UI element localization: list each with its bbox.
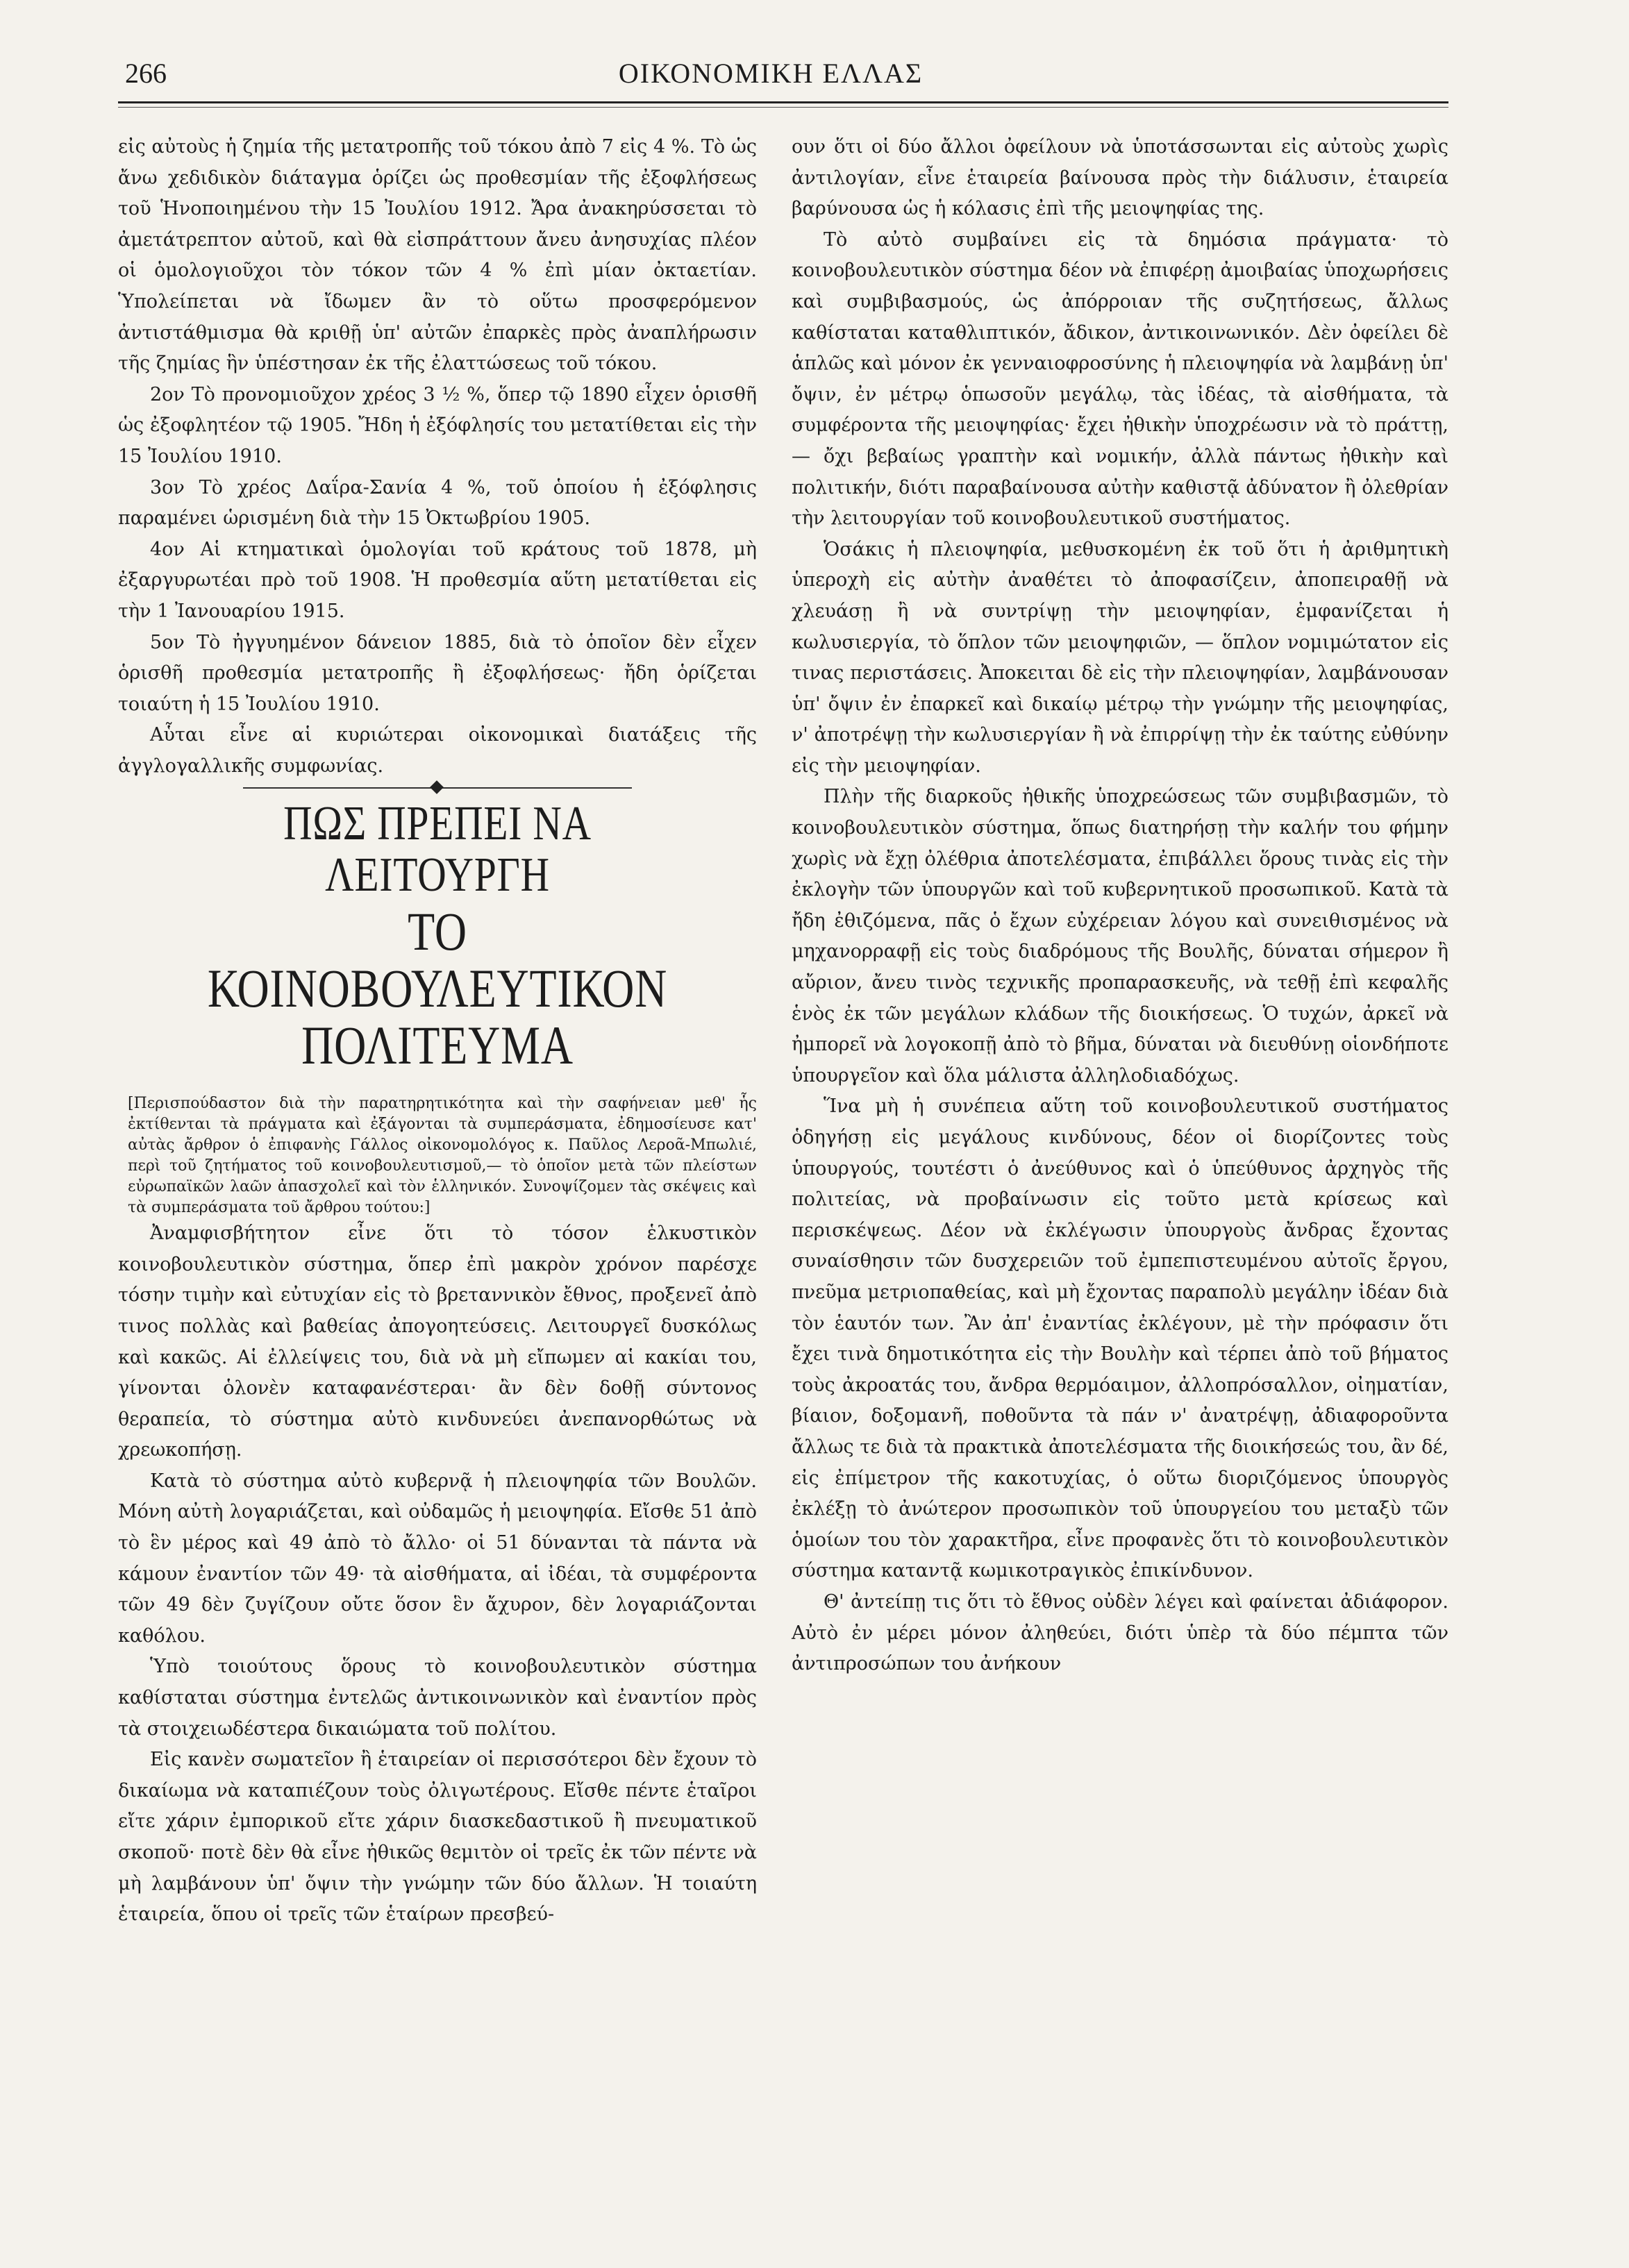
paragraph: 4ον Αἱ κτηματικαὶ ὁμολογίαι τοῦ κράτους τοῦ 1878, μὴ ἐξαργυρωτέαι πρὸ τοῦ 1908. Ἡ προθεσμία αὕτη μετατίθεται εἰς τὴν 1 Ἰανουαρίου 1915.: [118, 538, 757, 622]
paragraph: Τὸ αὐτὸ συμβαίνει εἰς τὰ δημόσια πράγματα· τὸ κοινοβουλευτικὸν σύστημα δέον νὰ ἐπιφέρῃ ἀμοιβαίας ὑποχωρήσεις καὶ συμβιβασμούς, ὡς ἀπόρροιαν τῆς συζητήσεως, ἄλλως καθίσταται καταθλιπτικόν, ἄδικον, ἀντικοινωνικόν. Δὲν ὀφείλει δὲ ἁπλῶς καὶ μόνον ἐκ γενναιοφροσύνης ἡ πλειοψηφία νὰ λαμβάνῃ ὑπ' ὄψιν, ἐν μέτρῳ ὁπωσοῦν μεγάλῳ, τὰς ἰδέας, τὰ αἰσθήματα, τὰ συμφέροντα τῆς μειοψηφίας· ἔχει ἠθικὴν ὑποχρέωσιν νὰ τὸ πράττῃ, — ὄχι βεβαίως γραπτὴν καὶ νομικήν, ἀλλὰ πάντως ἠθικὴν καὶ πολιτικήν, διότι παραβαίνουσα αὐτὴν καθιστᾷ ἀδύνατον ἢ ὀλεθρίαν τὴν λειτουργίαν τοῦ κοινοβουλευτικοῦ συστήματος.: [792, 228, 1448, 530]
paragraph: 3ον Τὸ χρέος Δαΐρα-Σανία 4 %, τοῦ ὁποίου ἡ ἐξόφλησις παραμένει ὡρισμένη διὰ τὴν 15 Ὀκτωβρίου 1905.: [118, 476, 757, 530]
left-column: [118, 132, 757, 1931]
paragraph: Ὑπὸ τοιούτους ὅρους τὸ κοινοβουλευτικὸν σύστημα καθίσταται σύστημα ἐντελῶς ἀντικοινωνικὸν καὶ ἐναντίον πρὸς τὰ στοιχειωδέστερα δικαιώματα τοῦ πολίτου.: [118, 1656, 757, 1740]
header-rule-thin: [118, 107, 1448, 108]
paragraph: εἰς αὐτοὺς ἡ ζημία τῆς μετατροπῆς τοῦ τόκου ἀπὸ 7 εἰς 4 %. Τὸ ὡς ἄνω χεδιδικὸν διάταγμα ὁρίζει ὡς προθεσμίαν τῆς ἐξοφλήσεως τοῦ Ἡνοποιημένου τὴν 15 Ἰουλίου 1912. Ἄρα ἀνακηρύσσεται τὸ ἀμετάτρεπτον αὐτοῦ, καὶ θὰ εἰσπράττουν ἄνευ ἀνησυχίας πλέον οἱ ὁμολογιοῦχοι τὸν τόκον τῶν 4 % ἐπὶ μίαν ὀκταετίαν. Ὑπολείπεται νὰ ἴδωμεν ἂν τὸ οὕτω προσφερόμενον ἀντιστάθμισμα θὰ κριθῇ ὑπ' αὐτῶν ἐπαρκὲς πρὸς ἀναπλήρωσιν τῆς ζημίας ἣν ὑπέστησαν ἐκ τῆς ἐλαττώσεως τοῦ τόκου.: [118, 136, 757, 375]
running-title: ΟΙΚΟΝΟΜΙΚΗ ΕΛΛΑΣ: [618, 58, 924, 89]
paragraph: Αὗται εἶνε αἱ κυριώτεραι οἰκονομικαὶ διατάξεις τῆς ἀγγλογαλλικῆς συμφωνίας.: [118, 724, 757, 777]
paragraph: Ὁσάκις ἡ πλειοψηφία, μεθυσκομένη ἐκ τοῦ ὅτι ἡ ἀριθμητικὴ ὑπεροχὴ εἰς αὐτὴν ἀναθέτει τὸ ἀποφασίζειν, ἀποπειραθῇ νὰ χλευάσῃ ἢ νὰ συντρίψῃ τὴν μειοψηφίαν, ἐμφανίζεται ἡ κωλυσιεργία, τὸ ὅπλον τῶν μειοψηφιῶν, — ὅπλον νομιμώτατον εἰς τινας περιστάσεις. Ἀποκειται δὲ εἰς τὴν πλειοψηφίαν, λαμβάνουσαν ὑπ' ὄψιν ἐν ἐπαρκεῖ καὶ δικαίῳ μέτρῳ τὴν γνώμην τῆς μειοψηφίας, ν' ἀποτρέψῃ τὴν κωλυσιεργίαν ἢ νὰ ἐπιρρίψῃ τὴν ἐκ ταύτης εὐθύνην εἰς τὴν μειοψηφίαν.: [792, 538, 1448, 777]
paragraph: Ἵνα μὴ ἡ συνέπεια αὕτη τοῦ κοινοβουλευτικοῦ συστήματος ὁδηγήσῃ εἰς μεγάλους κινδύνους, δέον οἱ διορίζοντες τοὺς ὑπουργούς, τουτέστι ὁ ἀνεύθυνος καὶ ὁ ὑπεύθυνος ἀρχηγὸς τῆς πολιτείας, νὰ προβαίνωσιν εἰς τοῦτο μετὰ κρίσεως καὶ περισκέψεως. Δέον νὰ ἐκλέγωσιν ὑπουργοὺς ἄνδρας ἔχοντας συναίσθησιν τῶν δυσχερειῶν τοῦ ἐμπεπιστευμένου αὐτοῖς ἔργου, πνεῦμα μετριοπαθείας, καὶ μὴ ἔχοντας παραπολὺ μεγάλην ἰδέαν διὰ τὸν ἑαυτόν των. Ἂν ἀπ' ἐναντίας ἐκλέγουν, μὲ τὴν πρόφασιν ὅτι ἔχει τινὰ δημοτικότητα εἰς τὴν Βουλὴν καὶ τέρπει ἀπὸ τοῦ βήματος τοὺς ἀκροατάς του, ἄνδρα θερμόαιμον, ἀλλοπρόσαλλον, οἰηματίαν, βίαιον, δοξομανῆ, ποθοῦντα τὰ πάν ν' ἀνατρέψῃ, ἀδιαφοροῦντα ἄλλως τε διὰ τὰ πρακτικὰ ἀποτελέσματα τῆς διοικήσεώς του, ἂν δέ, εἰς ἐπίμετρον τῆς κακοτυχίας, ὁ οὕτω διοριζόμενος ὑπουργὸς ἐκλέξῃ τὸ ἀνώτερον προσωπικὸν τοῦ ὑπουργείου του μεταξὺ τῶν ὁμοίων του τὸν χαρακτῆρα, εἶνε προφανὲς ὅτι τὸ κοινοβουλευτικὸν σύστημα καταντᾷ κωμικοτραγικὸς ἐπικίνδυνον.: [792, 1095, 1448, 1582]
paragraph: 5ον Τὸ ἠγγυημένον δάνειον 1885, διὰ τὸ ὁποῖον δὲν εἶχεν ὁρισθῆ προθεσμία μετατροπῆς ἢ ἐξοφλήσεως· ἤδη ὁρίζεται τοιαύτη ἡ 15 Ἰουλίου 1910.: [118, 631, 757, 715]
paragraph: Πλὴν τῆς διαρκοῦς ἠθικῆς ὑποχρεώσεως τῶν συμβιβασμῶν, τὸ κοινοβουλευτικὸν σύστημα, ὅπως διατηρήσῃ τὴν καλήν του φήμην χωρὶς νὰ ἔχῃ ὀλέθρια ἀποτελέσματα, ἐπιβάλλει ὅρους τινὰς εἰς τὴν ἐκλογὴν τῶν ὑπουργῶν καὶ τοῦ κυβερνητικοῦ προσωπικοῦ. Κατὰ τὰ ἤδη ἐθιζόμενα, πᾶς ὁ ἔχων εὐχέρειαν λόγου καὶ συνειθισμένος νὰ μηχανορραφῇ εἰς τοὺς διαδρόμους τῆς Βουλῆς, δύναται σήμερον ἢ αὔριον, ἄνευ τινὸς τεχνικῆς προπαρασκευῆς, νὰ τεθῇ ἐπὶ κεφαλῆς ἑνὸς ἐκ τῶν μεγάλων κλάδων τῆς διοικήσεως. Ὁ τυχών, ἀρκεῖ νὰ ἠμπορεῖ νὰ λογοκοπῇ ἀπὸ τὸ βῆμα, δύναται νὰ διευθύνῃ οἱονδήποτε ὑπουργεῖον καὶ ὅλα μάλιστα ἀλληλοδιαδόχως.: [792, 786, 1448, 1086]
editor-note: [Περισπούδαστον διὰ τὴν παρατηρητικότητα καὶ τὴν σαφήνειαν μεθ' ἧς ἐκτίθενται τὰ πράγματα καὶ ἐξάγονται τὰ συμπεράσματα, ἐδημοσίευσε κατ' αὐτὰς ἄρθρον ὁ ἐπιφανὴς Γάλλος οἰκονομολόγος κ. Παῦλος Λεροᾶ-Μπωλιέ, περὶ τοῦ ζητήματος τοῦ κοινοβουλευτισμοῦ,— τὸ ὁποῖον μετὰ τῶν πλείστων εὐρωπαϊκῶν λαῶν ἀπασχολεῖ καὶ τὸν ἑλληνικόν. Συνοψίζομεν τὰς σκέψεις καὶ τὰ συμπεράσματα τοῦ ἄρθρου τούτου:]: [128, 1095, 757, 1217]
article-title-line-2: ΤΟ ΚΟΙΝΟΒΟΥΛΕΥΤΙΚΟΝ ΠΟΛΙΤΕΥΜΑ: [207, 901, 668, 1076]
paragraph: Εἰς κανὲν σωματεῖον ἢ ἑταιρείαν οἱ περισσότεροι δὲν ἔχουν τὸ δικαίωμα νὰ καταπιέζουν τοὺς ὀλιγωτέρους. Εἴσθε πέντε ἑταῖροι εἴτε χάριν ἐμπορικοῦ εἴτε χάριν διασκεδαστικοῦ ἢ πνευματικοῦ σκοποῦ· ποτὲ δὲν θὰ εἶνε ἠθικῶς θεμιτὸν οἱ τρεῖς ἐκ τῶν πέντε νὰ μὴ λαμβάνουν ὑπ' ὄψιν τὴν γνώμην τῶν δύο ἄλλων. Ἡ τοιαύτη ἑταιρεία, ὅπου οἱ τρεῖς τῶν ἑταίρων πρεσβεύ-: [118, 1749, 757, 1926]
page-number: 266: [125, 58, 167, 89]
paragraph: 2ον Τὸ προνομιοῦχον χρέος 3 ½ %, ὅπερ τῷ 1890 εἶχεν ὁρισθῆ ὡς ἐξοφλητέον τῷ 1905. Ἤδη ἡ ἐξόφλησίς του μετατίθεται εἰς τὴν 15 Ἰουλίου 1910.: [118, 383, 757, 467]
paragraph: ουν ὅτι οἱ δύο ἄλλοι ὀφείλουν νὰ ὑποτάσσωνται εἰς αὐτοὺς χωρὶς ἀντιλογίαν, εἶνε ἑταιρεία βαίνουσα πρὸς τὴν διάλυσιν, ἑταιρεία βαρύνουσα ὡς ἡ κόλασις ἐπὶ τῆς μειοψηφίας της.: [792, 136, 1448, 220]
divider-ornament: [430, 781, 444, 795]
article-title-line-1: ΠΩΣ ΠΡΕΠΕΙ ΝΑ ΛΕΙΤΟΥΡΓΗ: [283, 797, 592, 902]
header-rule: [118, 101, 1448, 103]
paragraph: Κατὰ τὸ σύστημα αὐτὸ κυβερνᾷ ἡ πλειοψηφία τῶν Βουλῶν. Μόνη αὐτὴ λογαριάζεται, καὶ οὐδαμῶς ἡ μειοψηφία. Εἴσθε 51 ἀπὸ τὸ ἓν μέρος καὶ 49 ἀπὸ τὸ ἄλλο· οἱ 51 δύνανται τὰ πάντα νὰ κάμουν ἐναντίον τῶν 49· τὰ αἰσθήματα, αἱ ἰδέαι, τὰ συμφέροντα τῶν 49 δὲν ζυγίζουν οὔτε ὅσον ἓν ἄχυρον, δὲν λογαριάζονται καθόλου.: [118, 1470, 757, 1647]
section-divider: [243, 787, 632, 789]
paragraph: Ἀναμφισβήτητον εἶνε ὅτι τὸ τόσον ἑλκυστικὸν κοινοβουλευτικὸν σύστημα, ὅπερ ἐπὶ μακρὸν χρόνον παρέσχε τόσην τιμὴν καὶ εὐτυχίαν εἰς τὸ βρεταννικὸν ἔθνος, προξενεῖ ἀπὸ τινος πολλὰς καὶ βαθείας ἀπογοητεύσεις. Λειτουργεῖ δυσκόλως καὶ κακῶς. Αἱ ἐλλείψεις του, διὰ νὰ μὴ εἴπωμεν αἱ κακίαι του, γίνονται ὁλονὲν καταφανέστεραι· ἂν δὲν δοθῇ σύντονος θεραπεία, τὸ σύστημα αὐτὸ κινδυνεύει ἀνεπανορθώτως νὰ χρεωκοπήσῃ.: [118, 1223, 757, 1461]
paragraph: Θ' ἀντείπῃ τις ὅτι τὸ ἔθνος οὐδὲν λέγει καὶ φαίνεται ἀδιάφορον. Αὐτὸ ἐν μέρει μόνον ἀληθεύει, διότι ὑπὲρ τὰ δύο πέμπτα τῶν ἀντιπροσώπων του ἀνήκουν: [792, 1590, 1448, 1675]
right-column: [792, 132, 1448, 1680]
